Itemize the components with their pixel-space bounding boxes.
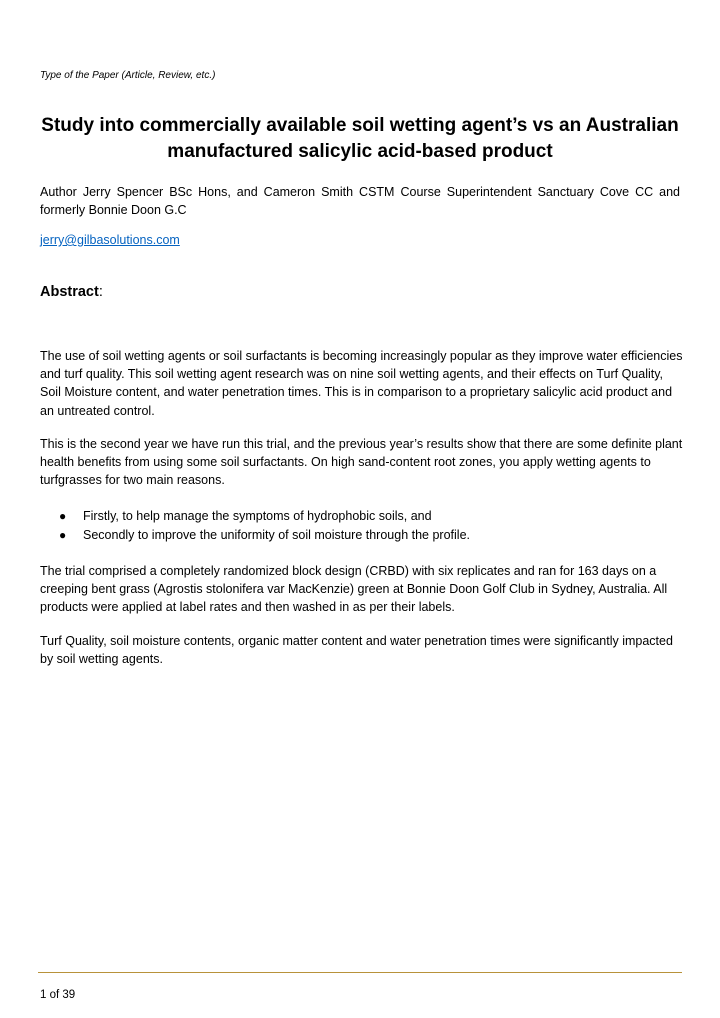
bullet-icon: ●: [59, 528, 67, 542]
reasons-list: [56, 507, 676, 545]
abstract-heading: [40, 284, 103, 300]
list-item-text: Firstly, to help manage the symptoms of hydrophobic soils, and: [83, 509, 432, 523]
paper-type-label: Type of the Paper (Article, Review, etc.): [40, 70, 216, 81]
abstract-heading-text: Abstract: [40, 284, 99, 300]
list-item: [56, 526, 676, 545]
footer-divider: [38, 972, 682, 973]
title-line-2: manufactured salicylic acid-based product: [167, 141, 553, 162]
list-item-text: Secondly to improve the uniformity of soil moisture through the profile.: [83, 528, 470, 542]
abstract-paragraph-3: The trial comprised a completely randomized block design (CRBD) with six replicates and ran for 163 days on a creeping bent grass (Agrostis stolonifera var MacKenzie) green at Bonnie Doon Golf Club in Sydney, Australia. All products were applied at label rates and then washed in as per their labels.: [40, 564, 668, 615]
author-line: Author Jerry Spencer BSc Hons, and Cameron Smith CSTM Course Superintendent Sanctuary Cove CC and formerly Bonnie Doon G.C: [40, 185, 680, 217]
list-item: [56, 507, 676, 526]
page-number: 1 of 39: [40, 989, 76, 1001]
paper-title: [30, 113, 690, 165]
abstract-paragraph-4: Turf Quality, soil moisture contents, organic matter content and water penetration times were significantly impacted by soil wetting agents.: [40, 634, 673, 667]
abstract-heading-colon: :: [98, 284, 103, 300]
abstract-paragraph-1: The use of soil wetting agents or soil surfactants is becoming increasingly popular as they improve water efficiencies and turf quality. This soil wetting agent research was on nine soil wetting agents, and their effects on Turf Quality, Soil Moisture content, and water penetration times. This is in comparison to a proprietary salicylic acid product and an untreated control.: [40, 349, 683, 418]
bullet-icon: ●: [59, 509, 67, 523]
abstract-paragraph-2: This is the second year we have run this trial, and the previous year’s results show that there are some definite plant health benefits from using some soil surfactants. On high sand-content root zones, you apply wetting agents to turfgrasses for two main reasons.: [40, 437, 683, 488]
title-line-1: Study into commercially available soil wetting agent’s vs an Australian: [41, 115, 679, 136]
author-email-link[interactable]: jerry@gilbasolutions.com: [40, 233, 180, 247]
